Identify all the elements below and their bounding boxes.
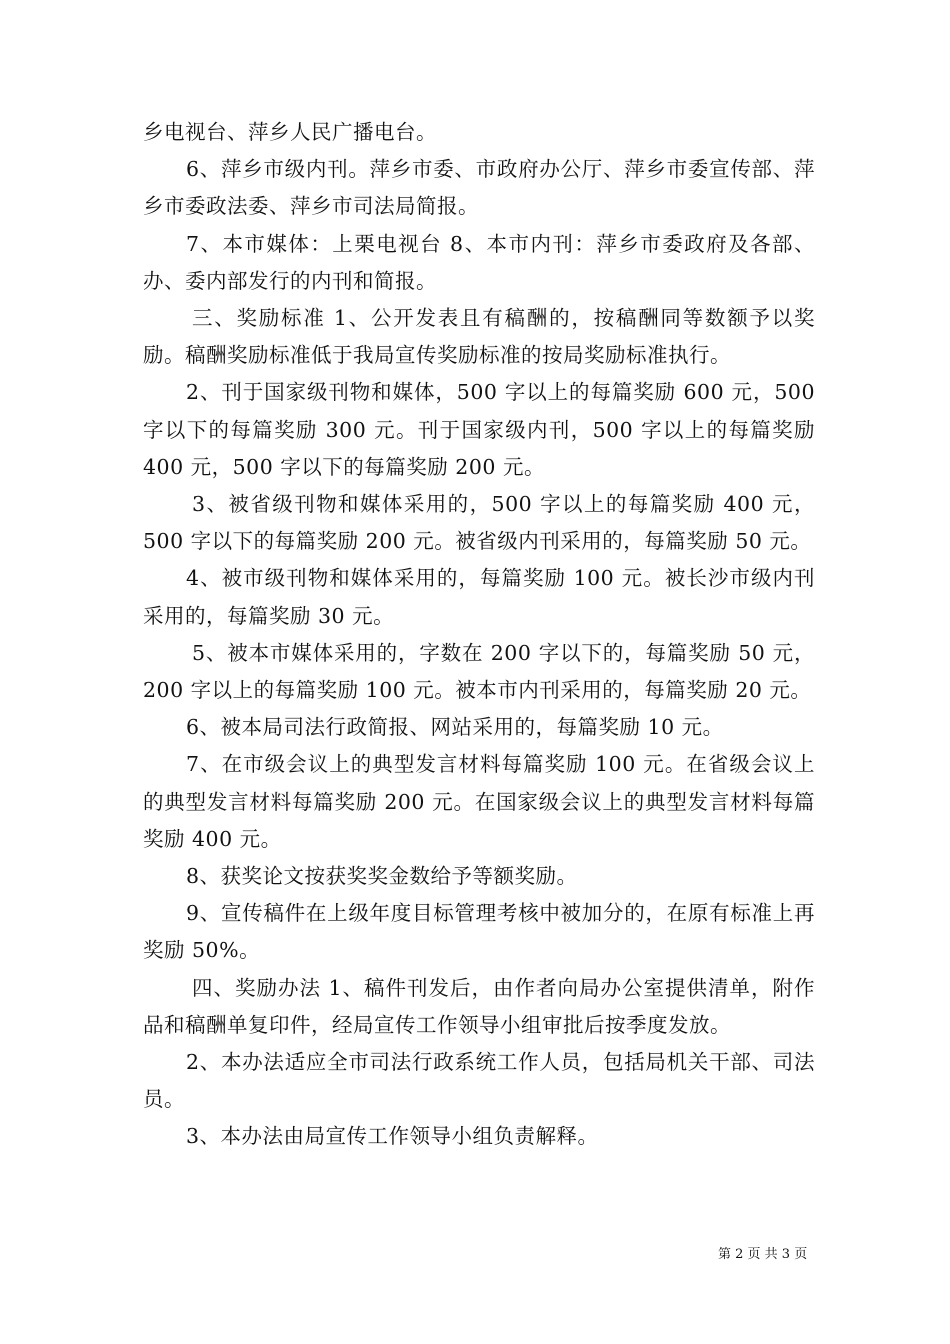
paragraph-section-3-reward-standards: 三、奖励标准 1、公开发表且有稿酬的，按稿酬同等数额予以奖励。稿酬奖励标准低于我局宣传奖励标准的按局奖励标准执行。: [143, 306, 815, 368]
paragraph-standard-5: 5、被本市媒体采用的，字数在 200 字以下的，每篇奖励 50 元，200 字以上的每篇奖励 100 元。被本市内刊采用的，每篇奖励 20 元。: [143, 640, 815, 703]
paragraph-item-7-local-media: 7、本市媒体：上栗电视台 8、本市内刊：萍乡市委政府及各部、办、委内部发行的内刊和简报。: [143, 231, 815, 293]
paragraph-standard-7: 7、在市级会议上的典型发言材料每篇奖励 100 元。在省级会议上的典型发言材料每篇奖励 200 元。在国家级会议上的典型发言材料每篇奖励 400 元。: [143, 752, 815, 851]
paragraph-section-4-reward-methods: 四、奖励办法 1、稿件刊发后，由作者向局办公室提供清单，附作品和稿酬单复印件，经局宣传工作领导小组审批后按季度发放。: [143, 975, 815, 1037]
paragraph-item-6-municipal-internal: 6、萍乡市级内刊。萍乡市委、市政府办公厅、萍乡市委宣传部、萍乡市委政法委、萍乡市司法局简报。: [143, 157, 815, 219]
paragraph-continuation: 乡电视台、萍乡人民广播电台。: [143, 120, 437, 144]
paragraph-standard-4: 4、被市级刊物和媒体采用的，每篇奖励 100 元。被长沙市级内刊采用的，每篇奖励 30 元。: [143, 566, 815, 628]
paragraph-method-2: 2、本办法适应全市司法行政系统工作人员，包括局机关干部、司法员。: [143, 1050, 815, 1112]
paragraph-standard-9: 9、宣传稿件在上级年度目标管理考核中被加分的，在原有标准上再奖励 50%。: [143, 901, 815, 963]
paragraph-method-3: 3、本办法由局宣传工作领导小组负责解释。: [186, 1124, 599, 1149]
document-body: [143, 114, 815, 1156]
page-number-footer: 第 2 页 共 3 页: [718, 1247, 808, 1262]
paragraph-standard-6: 6、被本局司法行政简报、网站采用的，每篇奖励 10 元。: [186, 715, 724, 740]
paragraph-standard-2: 2、刊于国家级刊物和媒体，500 字以上的每篇奖励 600 元，500 字以下的每篇奖励 300 元。刊于国家级内刊，500 字以上的每篇奖励 400 元，500 字以下的每篇奖励 200 元。: [143, 380, 815, 479]
paragraph-standard-8: 8、获奖论文按获奖奖金数给予等额奖励。: [186, 864, 578, 889]
paragraph-standard-3: 3、被省级刊物和媒体采用的，500 字以上的每篇奖励 400 元，500 字以下的每篇奖励 200 元。被省级内刊采用的，每篇奖励 50 元。: [143, 492, 815, 554]
